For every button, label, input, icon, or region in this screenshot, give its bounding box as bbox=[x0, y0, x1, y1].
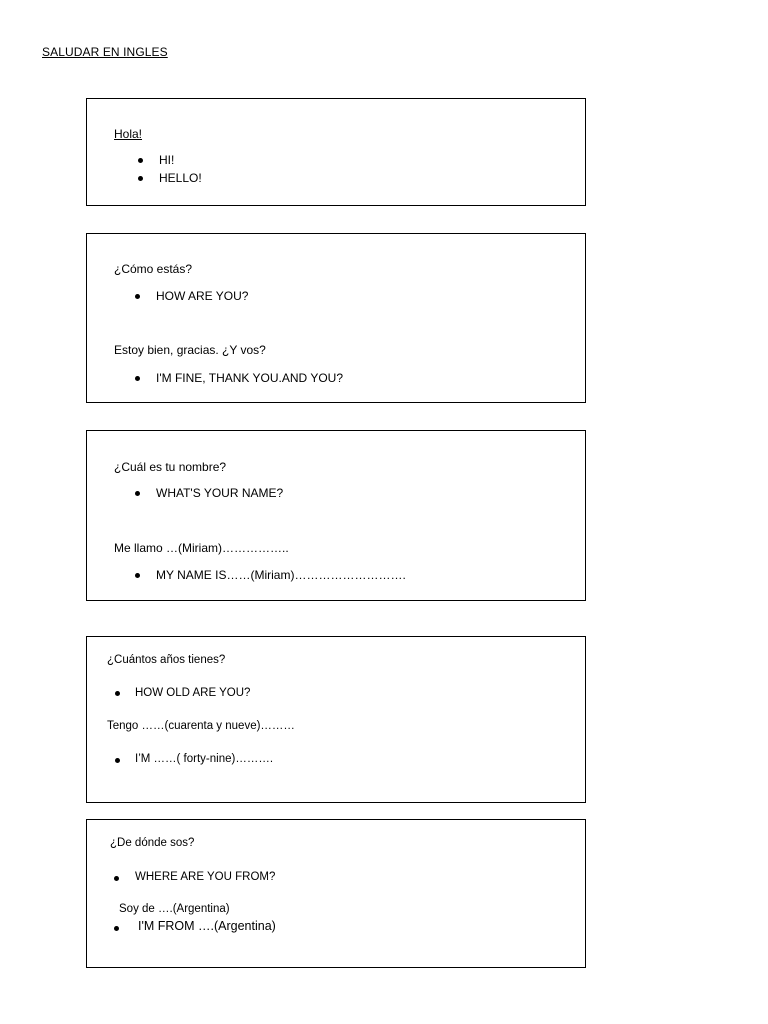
origin-box bbox=[86, 819, 586, 968]
question-en: WHAT'S YOUR NAME? bbox=[156, 486, 284, 500]
question-es: ¿Cuál es tu nombre? bbox=[114, 460, 227, 474]
question-en: HOW OLD ARE YOU? bbox=[135, 687, 251, 699]
question-en: HOW ARE YOU? bbox=[156, 289, 249, 303]
page-title: SALUDAR EN INGLES bbox=[42, 45, 168, 59]
name-box bbox=[86, 430, 586, 601]
how-are-you-box bbox=[86, 233, 586, 403]
question-en: WHERE ARE YOU FROM? bbox=[135, 871, 276, 883]
greeting-heading: Hola! bbox=[114, 127, 143, 141]
bullet-icon bbox=[135, 573, 140, 578]
answer-es: Estoy bien, gracias. ¿Y vos? bbox=[114, 343, 266, 357]
greeting-item-hi: HI! bbox=[159, 153, 175, 167]
answer-en: I'M FINE, THANK YOU.AND YOU? bbox=[156, 371, 343, 385]
greeting-box bbox=[86, 98, 586, 206]
answer-en: I'M FROM ….(Argentina) bbox=[138, 919, 276, 933]
bullet-icon bbox=[115, 691, 120, 696]
bullet-icon bbox=[135, 376, 140, 381]
bullet-icon bbox=[114, 926, 119, 931]
answer-es: Soy de ….(Argentina) bbox=[119, 903, 230, 915]
bullet-icon bbox=[135, 491, 140, 496]
question-es: ¿Cuántos años tienes? bbox=[107, 654, 226, 666]
bullet-icon bbox=[135, 294, 140, 299]
bullet-icon bbox=[138, 158, 143, 163]
answer-en: MY NAME IS……(Miriam)………………………. bbox=[156, 568, 406, 582]
answer-es: Tengo ……(cuarenta y nueve)……… bbox=[107, 720, 295, 732]
answer-en: I’M ……( forty-nine)………. bbox=[135, 753, 274, 765]
bullet-icon bbox=[138, 176, 143, 181]
bullet-icon bbox=[114, 876, 119, 881]
greeting-item-hello: HELLO! bbox=[159, 171, 202, 185]
question-es: ¿Cómo estás? bbox=[114, 262, 193, 276]
question-es: ¿De dónde sos? bbox=[110, 837, 195, 849]
age-box bbox=[86, 636, 586, 803]
bullet-icon bbox=[115, 758, 120, 763]
answer-es: Me llamo …(Miriam)…………….. bbox=[114, 541, 289, 555]
